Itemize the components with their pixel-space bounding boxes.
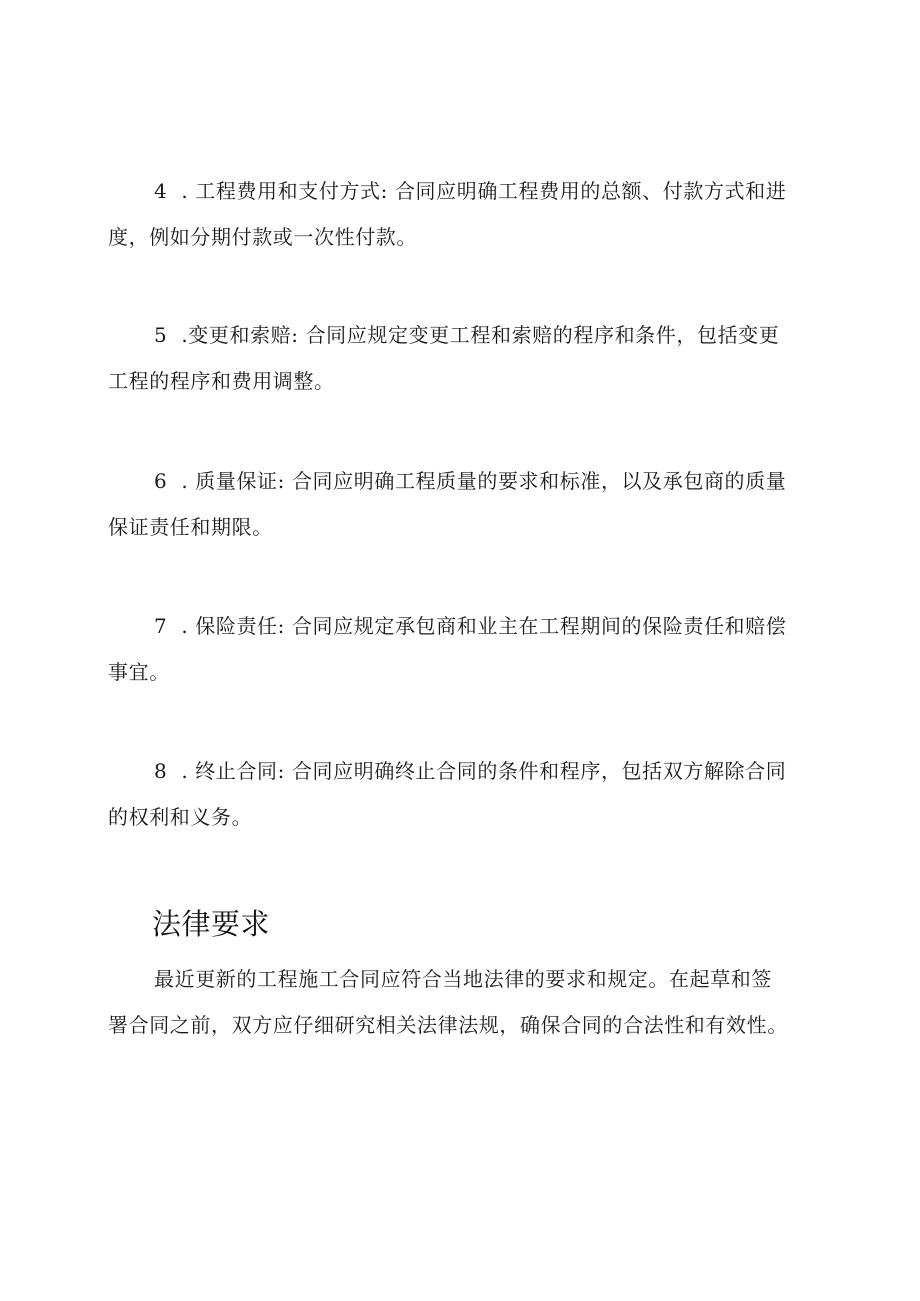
list-item-6 <box>108 458 820 550</box>
list-item-text: . 保险责任: 合同应规定承包商和业主在工程期间的保险责任和赔偿 <box>181 614 787 638</box>
list-item-text: .变更和索赔: 合同应规定变更工程和索赔的程序和条件，包括变更 <box>181 323 780 347</box>
list-item-text: . 工程费用和支付方式: 合同应明确工程费用的总额、付款方式和进 <box>181 179 787 203</box>
list-item-continuation: 度，例如分期付款或一次性付款。 <box>108 225 417 249</box>
list-item-first-line <box>108 603 820 649</box>
list-item-continuation: 保证责任和期限。 <box>108 515 273 539</box>
list-item-number: 6 <box>154 469 168 493</box>
list-item-7 <box>108 603 820 695</box>
list-item-text: . 终止合同: 合同应明确终止合同的条件和程序，包括双方解除合同 <box>181 759 787 783</box>
list-item-first-line <box>108 168 820 214</box>
paragraph-continuation: 署合同之前，双方应仔细研究相关法律法规，确保合同的合法性和有效性。 <box>108 1013 788 1037</box>
list-item-5 <box>108 312 820 404</box>
section-heading: 法律要求 <box>152 907 271 941</box>
list-item-first-line <box>108 312 820 358</box>
list-item-continuation: 工程的程序和费用调整。 <box>108 369 335 393</box>
list-item-4 <box>108 168 820 260</box>
list-item-number: 8 <box>154 759 168 783</box>
section-paragraph <box>108 956 828 1048</box>
paragraph-first-line: 最近更新的工程施工合同应符合当地法律的要求和规定。在起草和签 <box>154 967 772 991</box>
list-item-first-line <box>108 458 820 504</box>
list-item-continuation: 的权利和义务。 <box>108 805 253 829</box>
list-item-8 <box>108 748 820 840</box>
list-item-continuation: 事宜。 <box>108 660 170 684</box>
list-item-number: 5 <box>154 323 168 347</box>
list-item-text: . 质量保证: 合同应明确工程质量的要求和标准，以及承包商的质量 <box>181 469 787 493</box>
list-item-first-line <box>108 748 820 794</box>
list-item-number: 7 <box>154 614 168 638</box>
list-item-number: 4 <box>154 179 168 203</box>
